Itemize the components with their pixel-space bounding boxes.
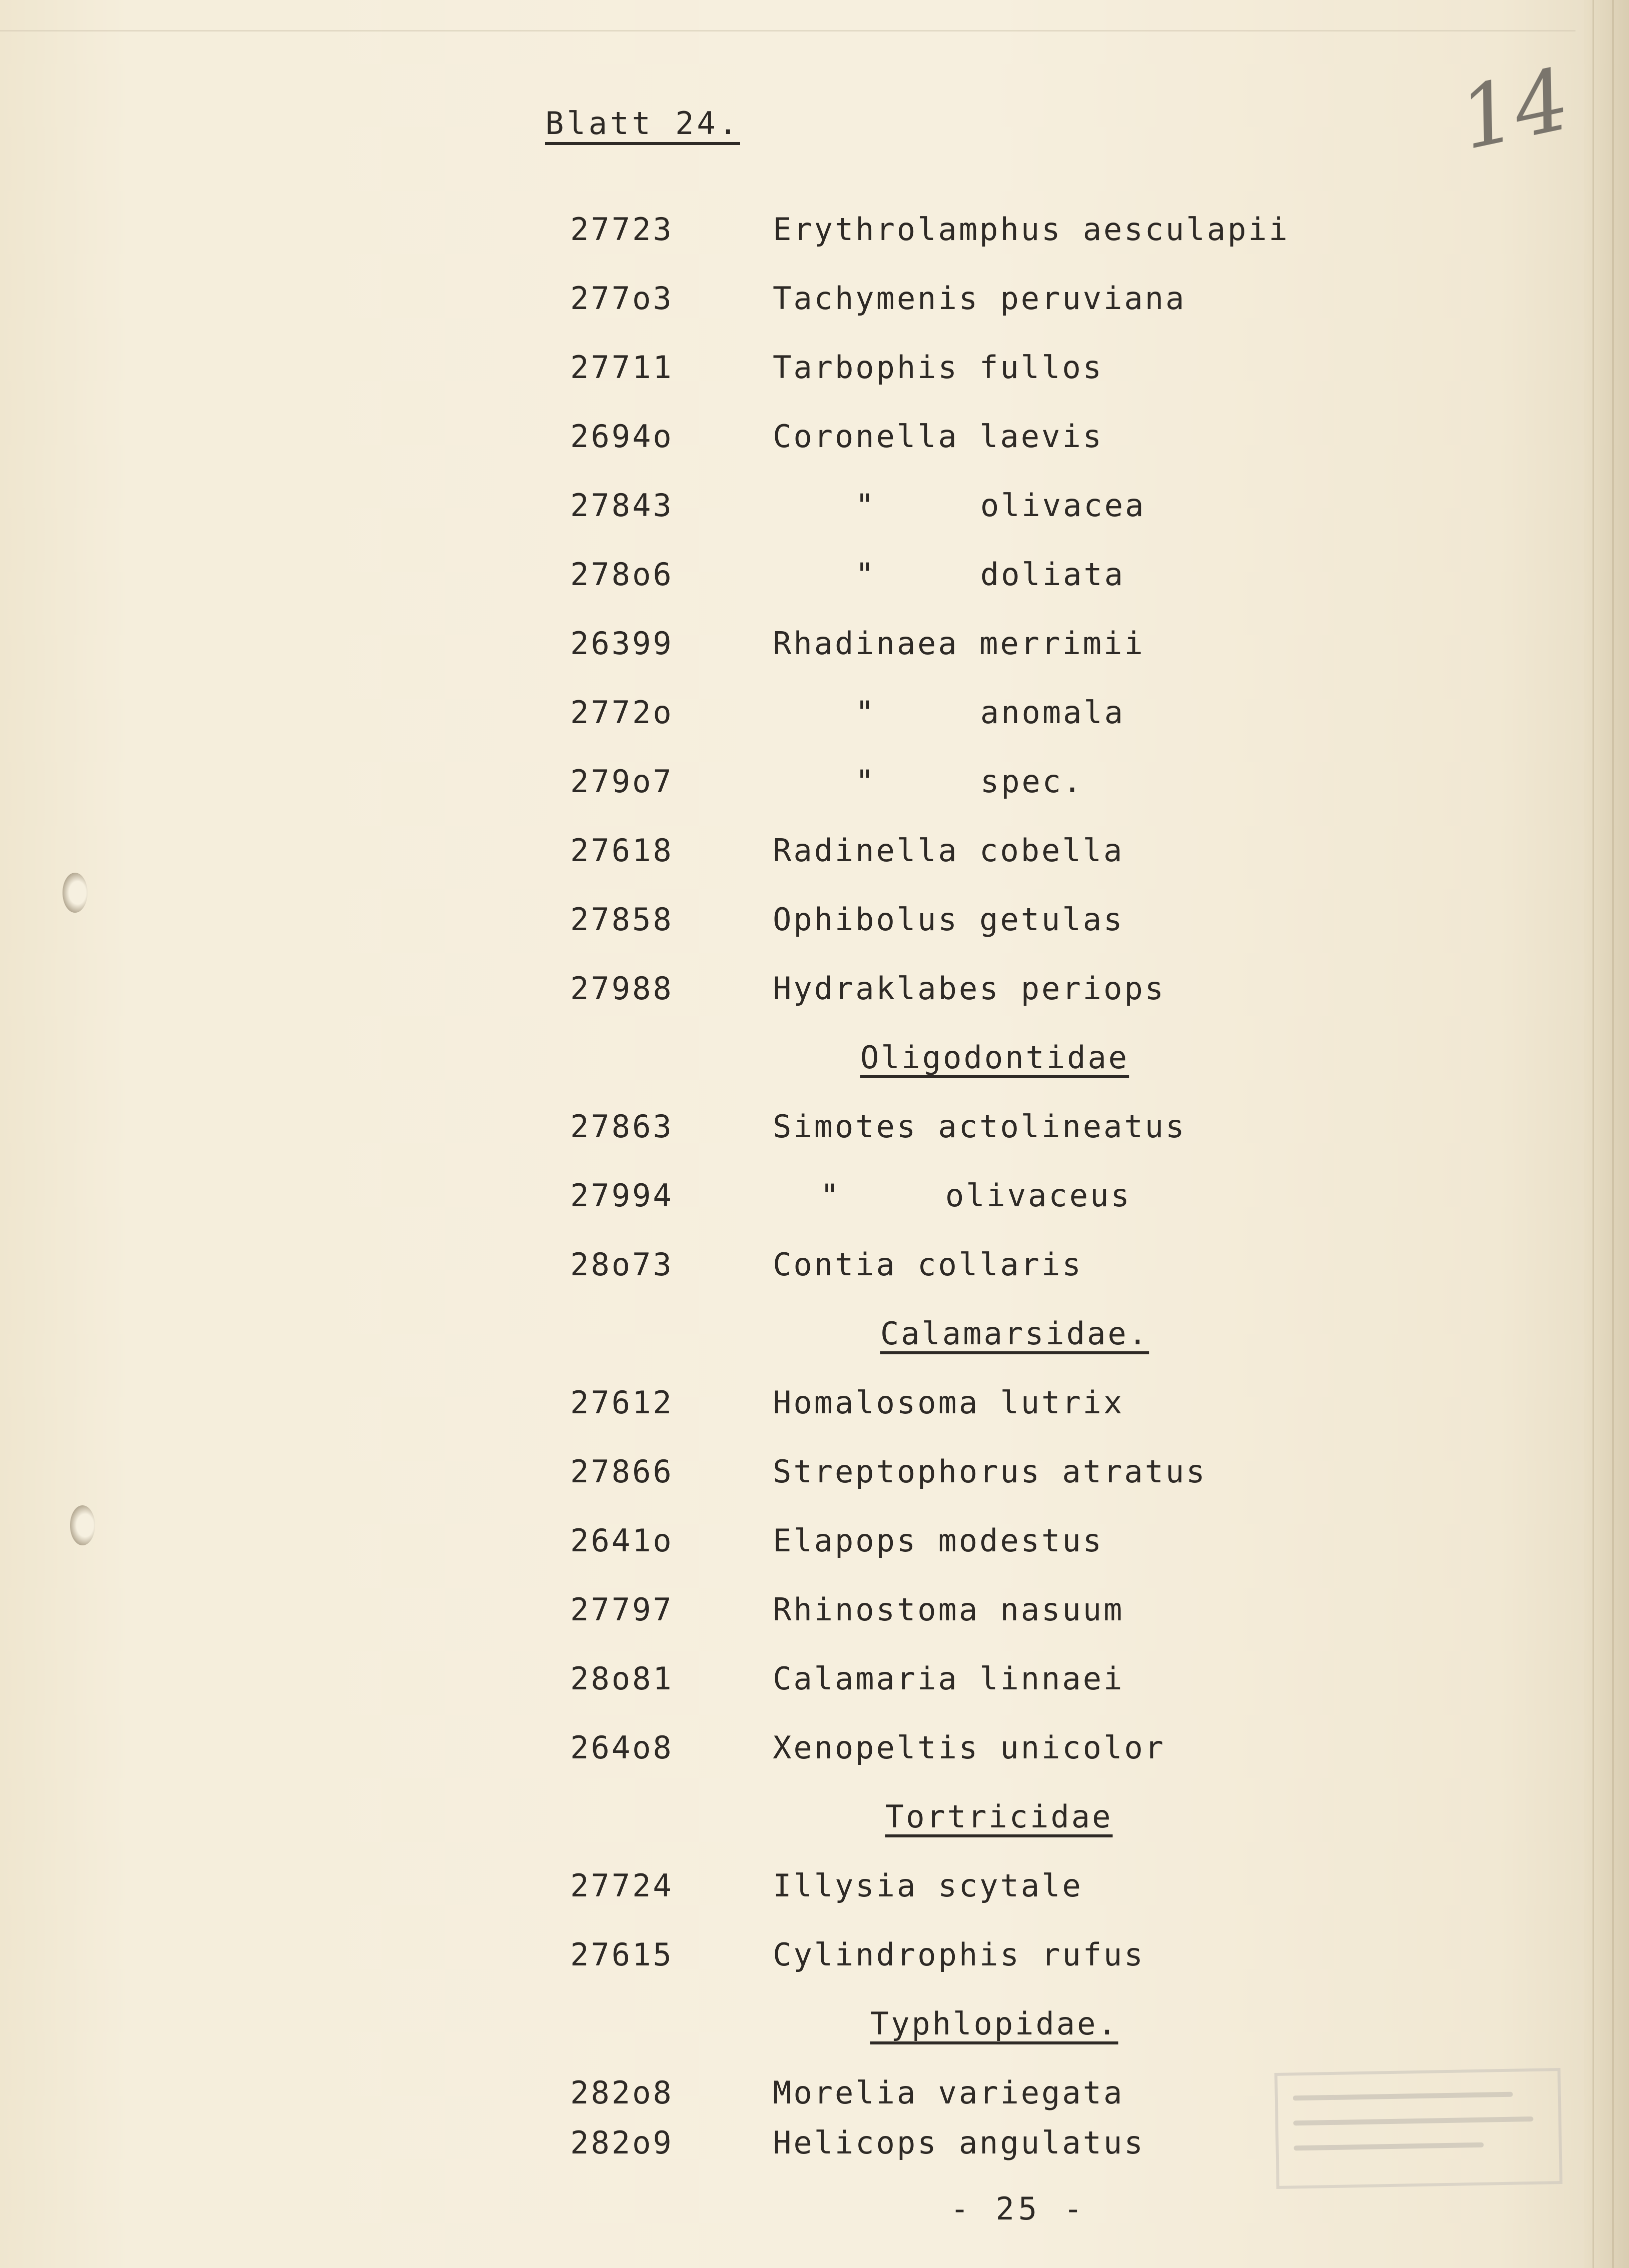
family-heading: Tortricidae: [885, 1798, 1113, 1835]
species: modestus: [938, 1522, 1104, 1559]
species-name: [773, 349, 1103, 386]
genus: Contia: [773, 1246, 897, 1283]
ditto-mark: ": [855, 763, 876, 800]
species-name: [773, 2124, 1145, 2161]
genus: Rhinostoma: [773, 1591, 980, 1628]
fold-line: [0, 30, 1575, 32]
catalog-number: 27797: [570, 1591, 674, 1628]
catalog-number: 27723: [570, 211, 674, 248]
genus: Coronella: [773, 418, 959, 455]
genus: Rhadinaea: [773, 625, 959, 662]
species: fullos: [979, 349, 1104, 386]
species: unicolor: [1000, 1729, 1166, 1766]
species-name: [773, 1660, 1124, 1697]
punch-hole: [63, 873, 88, 913]
stamp-text-line: [1293, 2116, 1533, 2125]
stamp-text-line: [1294, 2142, 1484, 2151]
family-heading: Typhlopidae.: [870, 2005, 1118, 2042]
catalog-number: 27615: [570, 1936, 674, 1973]
species-name: [773, 625, 1145, 662]
catalog-number: 27618: [570, 832, 674, 869]
underlying-pages-edge: [1584, 0, 1629, 2268]
genus: Radinella: [773, 832, 959, 869]
species: scytale: [938, 1867, 1083, 1904]
catalog-number: 2772o: [570, 694, 674, 731]
species: lutrix: [1000, 1384, 1124, 1421]
genus: Ophibolus: [773, 901, 959, 938]
genus: Elapops: [773, 1522, 918, 1559]
species: rufus: [1041, 1936, 1145, 1973]
library-stamp: [1274, 2068, 1562, 2189]
family-heading: Calamarsidae.: [880, 1315, 1149, 1352]
species-name: [773, 1729, 1165, 1766]
ditto-mark: ": [855, 694, 876, 731]
species-name: [773, 1108, 1186, 1145]
species: aesculapii: [1082, 211, 1290, 248]
genus: Helicops: [773, 2124, 938, 2161]
page-edge-line: [1612, 0, 1614, 2268]
catalog-number: 27711: [570, 349, 674, 386]
genus: Cylindrophis: [773, 1936, 1021, 1973]
handwritten-page-number: 14: [1451, 50, 1578, 170]
catalog-number: 27866: [570, 1453, 674, 1490]
species: cobella: [979, 832, 1124, 869]
catalog-number: 277o3: [570, 280, 674, 317]
species-name: [773, 1384, 1124, 1421]
catalog-number: 282o8: [570, 2074, 674, 2111]
catalog-number: 264o8: [570, 1729, 674, 1766]
species-name: [773, 1453, 1207, 1490]
catalog-number: 282o9: [570, 2124, 674, 2161]
genus: Homalosoma: [773, 1384, 980, 1421]
species-name: [773, 418, 1103, 455]
catalog-number: 279o7: [570, 763, 674, 800]
genus: Tarbophis: [773, 349, 959, 386]
species: angulatus: [958, 2124, 1145, 2161]
species: linnaei: [979, 1660, 1124, 1697]
species-name: [773, 1591, 1124, 1628]
species-name: [773, 1936, 1145, 1973]
genus: Calamaria: [773, 1660, 959, 1697]
catalog-number: 27863: [570, 1108, 674, 1145]
genus: Streptophorus: [773, 1453, 1042, 1490]
species-name: [773, 970, 1165, 1007]
catalog-number: 28o81: [570, 1660, 674, 1697]
species: collaris: [917, 1246, 1083, 1283]
genus: Erythrolamphus: [773, 211, 1062, 248]
species-name: [773, 280, 1186, 317]
genus: Xenopeltis: [773, 1729, 980, 1766]
species: doliata: [980, 556, 1125, 593]
species: peruviana: [1000, 280, 1186, 317]
genus: Simotes: [773, 1108, 918, 1145]
species: actolineatus: [938, 1108, 1186, 1145]
species-name: [773, 901, 1124, 938]
punch-hole: [70, 1505, 95, 1545]
species: periops: [1020, 970, 1166, 1007]
species: merrimii: [979, 625, 1145, 662]
catalog-number: 26399: [570, 625, 674, 662]
ditto-mark: ": [820, 1177, 841, 1214]
genus: Illysia: [773, 1867, 918, 1904]
catalog-number: 2694o: [570, 418, 674, 455]
species: laevis: [979, 418, 1104, 455]
species-name: [773, 832, 1124, 869]
species: getulas: [979, 901, 1124, 938]
species-name: [773, 1246, 1083, 1283]
species: nasuum: [1000, 1591, 1124, 1628]
species: variegata: [938, 2074, 1124, 2111]
ditto-mark: ": [855, 487, 876, 524]
species: spec.: [980, 763, 1084, 800]
catalog-number: 2641o: [570, 1522, 674, 1559]
species: olivaceus: [945, 1177, 1131, 1214]
page-number: - 25 -: [950, 2190, 1086, 2227]
catalog-number: 27843: [570, 487, 674, 524]
stamp-text-line: [1293, 2092, 1513, 2101]
species-name: [773, 211, 1289, 248]
genus: Morelia: [773, 2074, 918, 2111]
species: atratus: [1062, 1453, 1207, 1490]
sheet-header: Blatt 24.: [545, 105, 740, 142]
species: olivacea: [980, 487, 1146, 524]
genus: Tachymenis: [773, 280, 980, 317]
catalog-number: 27858: [570, 901, 674, 938]
catalog-number: 28o73: [570, 1246, 674, 1283]
catalog-number: 278o6: [570, 556, 674, 593]
catalog-number: 27988: [570, 970, 674, 1007]
species-name: [773, 1522, 1103, 1559]
species-name: [773, 2074, 1124, 2111]
catalog-number: 27994: [570, 1177, 674, 1214]
genus: Hydraklabes: [773, 970, 1000, 1007]
species-name: [773, 1867, 1083, 1904]
family-heading: Oligodontidae: [860, 1039, 1129, 1076]
ditto-mark: ": [855, 556, 876, 593]
species: anomala: [980, 694, 1125, 731]
catalog-number: 27724: [570, 1867, 674, 1904]
page-edge-line: [1592, 0, 1594, 2268]
catalog-number: 27612: [570, 1384, 674, 1421]
